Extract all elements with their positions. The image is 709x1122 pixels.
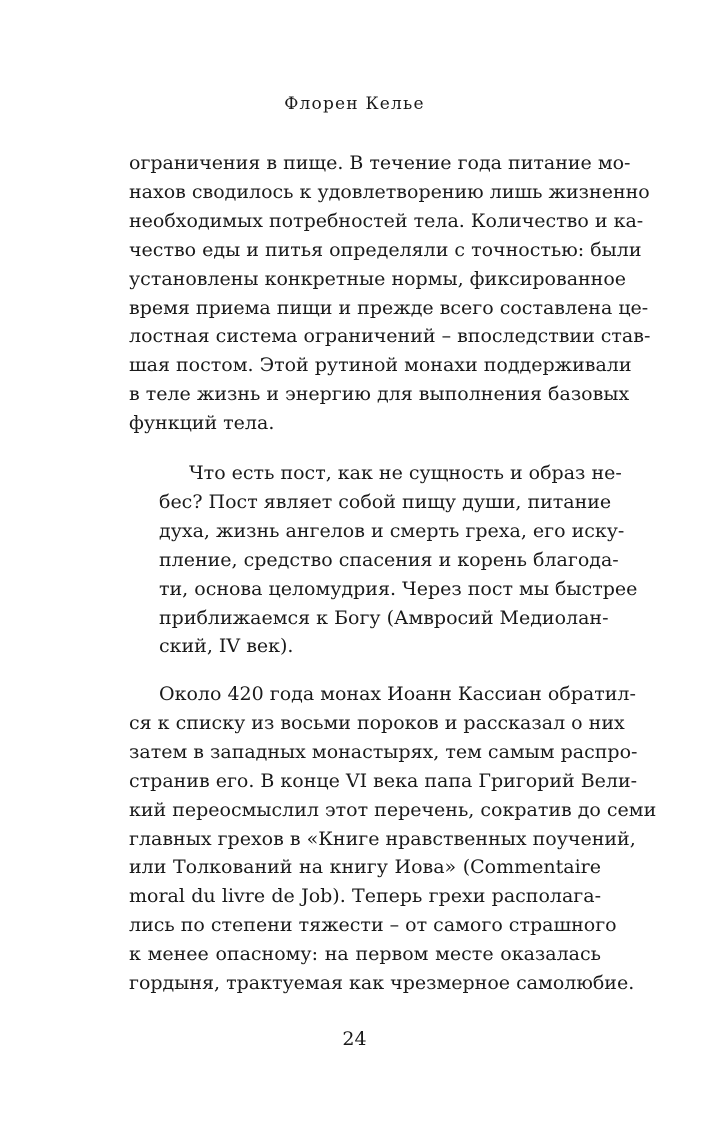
text-line: или Толкований на книгу Иова» (Commentaire — [129, 856, 601, 879]
block-quotation — [159, 459, 638, 661]
text-line: главных грехов в «Книге нравственных поучений, — [129, 827, 636, 850]
text-line: Около 420 года монах Иоанн Кассиан обратил- — [159, 683, 636, 705]
text-line: к менее опасному: на первом месте оказалась — [129, 943, 601, 966]
text-line: нахов сводилось к удовлетворению лишь жизненно — [129, 180, 650, 203]
text-line: Что есть пост, как не сущность и образ не- — [189, 462, 622, 484]
text-line: ский, IV век). — [159, 635, 294, 658]
text-line: время приема пищи и прежде всего составлена це- — [129, 296, 649, 319]
text-line: странив его. В конце VI века папа Григорий Вели- — [129, 769, 638, 792]
page-number: 24 — [342, 1028, 367, 1050]
text-line: ограничения в пище. В течение года питание мо- — [129, 152, 631, 174]
text-line: пление, средство спасения и корень благода- — [159, 548, 619, 571]
text-line: затем в западных монастырях, тем самым распро- — [129, 740, 638, 763]
text-line: необходимых потребностей тела. Количество и ка- — [129, 209, 644, 232]
text-line: приближаемся к Богу (Амвросий Медиолан- — [159, 606, 609, 629]
text-line: шая постом. Этой рутиной монахи поддерживали — [129, 354, 632, 377]
text-line: чество еды и питья определяли с точностью: были — [129, 238, 642, 261]
text-line: лостная система ограничений – впоследствии став- — [129, 325, 651, 348]
paragraph-1 — [129, 149, 651, 438]
text-line: лись по степени тяжести – от самого страшного — [129, 914, 617, 937]
text-line: духа, жизнь ангелов и смерть греха, его иску- — [159, 519, 625, 542]
running-head: Флорен Келье — [284, 94, 425, 114]
text-line: установлены конкретные нормы, фиксированное — [129, 267, 627, 290]
text-line: кий переосмыслил этот перечень, сократив до семи — [129, 798, 657, 821]
text-line: бес? Пост являет собой пищу души, питание — [159, 490, 612, 513]
text-line: ся к списку из восьми пороков и рассказал о них — [129, 711, 625, 734]
paragraph-2 — [129, 680, 657, 998]
text-line: ти, основа целомудрия. Через пост мы быстрее — [159, 577, 638, 600]
text-line: moral du livre de Job). Теперь грехи располагa- — [129, 885, 601, 908]
text-line: в теле жизнь и энергию для выполнения базовых — [129, 383, 630, 406]
text-line: гордыня, трактуемая как чрезмерное самолюбие. — [129, 972, 635, 995]
text-line: функций тела. — [129, 412, 275, 435]
